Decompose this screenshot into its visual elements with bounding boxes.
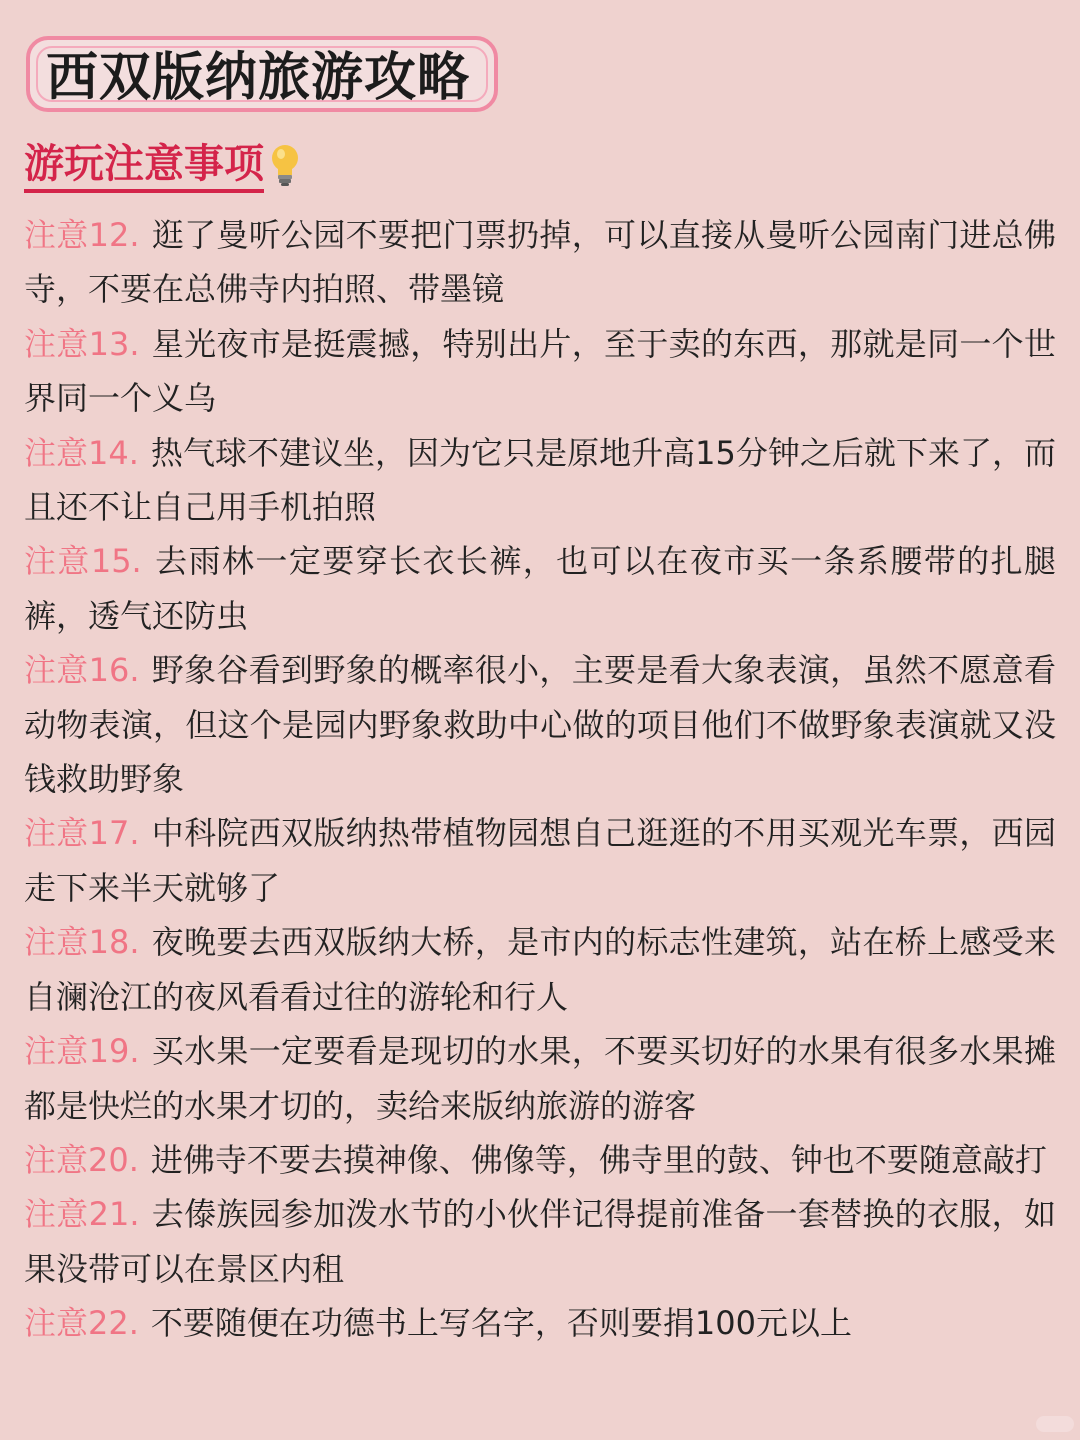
- note-item: [24, 1187, 1056, 1296]
- note-item: [24, 915, 1056, 1024]
- note-label: 注意22.: [24, 1304, 139, 1343]
- note-text: 星光夜市是挺震撼，特别出片，至于卖的东西，那就是同一个世界同一个义乌: [24, 324, 1056, 418]
- note-text: 去傣族园参加泼水节的小伙伴记得提前准备一套替换的衣服，如果没带可以在景区内租: [24, 1195, 1056, 1288]
- note-label: 注意17.: [24, 814, 140, 853]
- note-item: [24, 426, 1056, 535]
- note-label: 注意13.: [24, 324, 140, 363]
- note-text: 野象谷看到野象的概率很小，主要是看大象表演，虽然不愿意看动物表演，但这个是园内野象救助中心做的项目他们不做野象表演就又没钱救助野象: [24, 651, 1056, 799]
- note-text: 热气球不建议坐，因为它只是原地升高15分钟之后就下来了，而且还不让自己用手机拍照: [24, 433, 1056, 527]
- note-item: [24, 1296, 1056, 1350]
- note-label: 注意18.: [24, 923, 140, 962]
- note-label: 注意16.: [24, 651, 140, 690]
- note-item: [24, 317, 1056, 426]
- section-heading-text: 游玩注意事项: [24, 140, 264, 193]
- note-item: [24, 806, 1056, 915]
- note-label: 注意12.: [24, 216, 140, 254]
- note-text: 不要随便在功德书上写名字，否则要捐100元以上: [150, 1304, 852, 1343]
- page-title: 西双版纳旅游攻略: [46, 48, 471, 108]
- note-text: 夜晚要去西双版纳大桥，是市内的标志性建筑，站在桥上感受来自澜沧江的夜风看看过往的游轮和行人: [24, 923, 1056, 1016]
- note-item: [24, 534, 1056, 643]
- watermark: [1036, 1416, 1074, 1432]
- section-heading: [24, 140, 302, 192]
- note-label: 注意20.: [24, 1140, 139, 1179]
- note-text: 逛了曼听公园不要把门票扔掉，可以直接从曼听公园南门进总佛寺，不要在总佛寺内拍照、带墨镜: [24, 216, 1056, 309]
- title-box: [26, 36, 498, 112]
- note-text: 中科院西双版纳热带植物园想自己逛逛的不用买观光车票，西园走下来半天就够了: [24, 814, 1056, 907]
- note-item: [24, 1024, 1056, 1133]
- note-item: [24, 1133, 1056, 1187]
- note-item: [24, 208, 1056, 317]
- note-label: 注意19.: [24, 1032, 140, 1071]
- note-label: 注意14.: [24, 433, 139, 472]
- note-label: 注意15.: [24, 542, 142, 581]
- note-text: 进佛寺不要去摸神像、佛像等，佛寺里的鼓、钟也不要随意敲打: [150, 1140, 1047, 1179]
- note-text: 买水果一定要看是现切的水果，不要买切好的水果有很多水果摊都是快烂的水果才切的，卖给来版纳旅游的游客: [24, 1032, 1056, 1125]
- note-item: [24, 643, 1056, 806]
- lightbulb-icon: [268, 143, 302, 189]
- notes-list: [24, 208, 1056, 1351]
- note-text: 去雨林一定要穿长衣长裤，也可以在夜市买一条系腰带的扎腿裤，透气还防虫: [24, 542, 1056, 635]
- note-label: 注意21.: [24, 1195, 140, 1234]
